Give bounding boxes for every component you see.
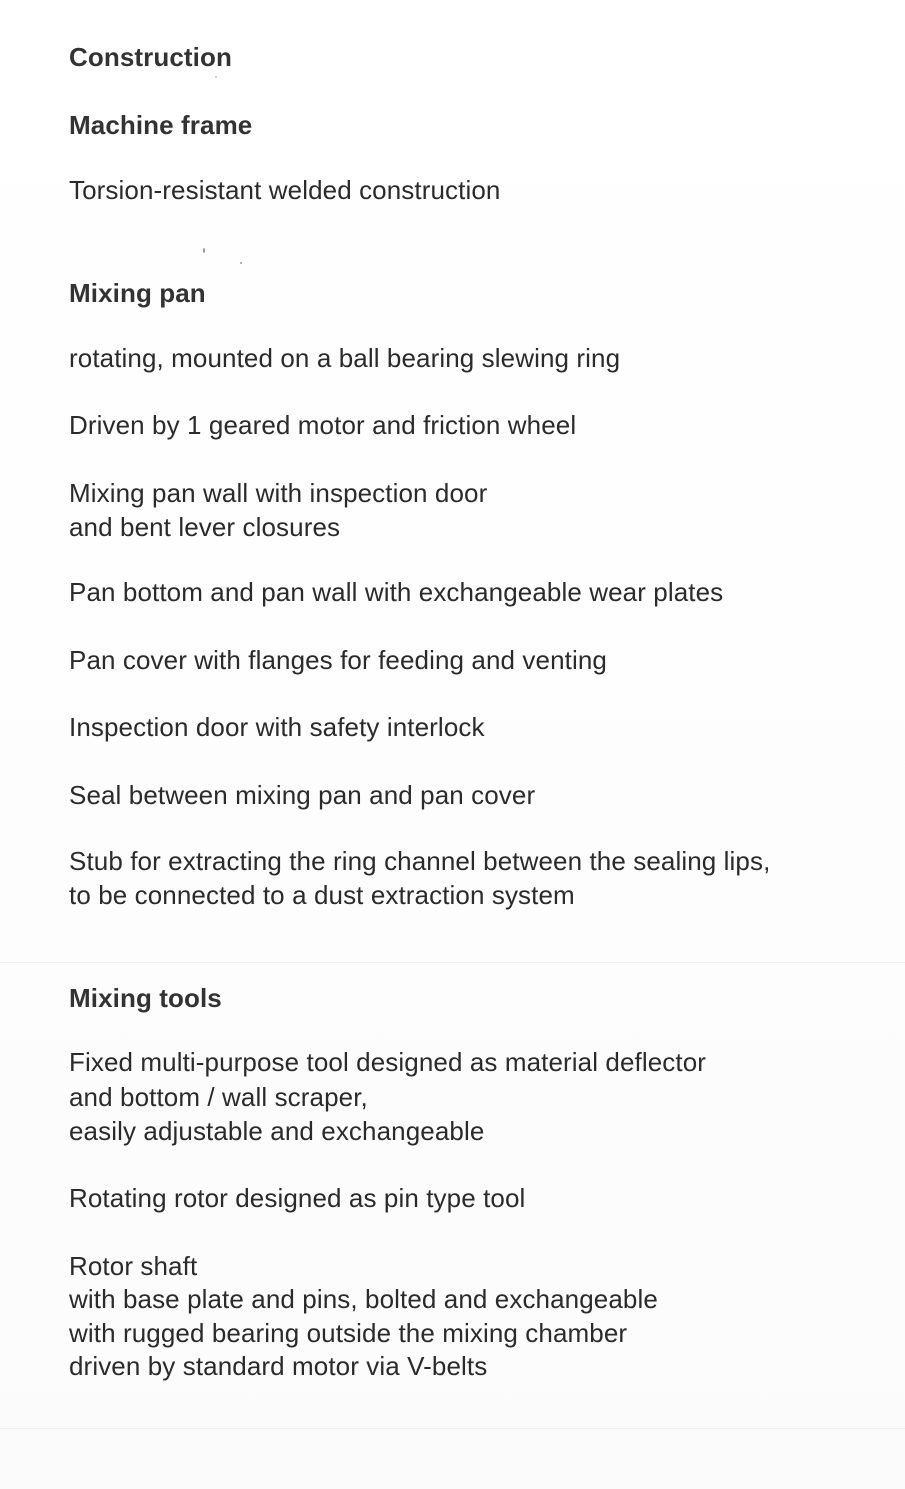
mixing-tools-paragraph: Rotor shaft	[69, 1251, 198, 1281]
mixing-tools-paragraph: and bottom / wall scraper,	[69, 1082, 368, 1112]
mixing-tools-paragraph: easily adjustable and exchangeable	[69, 1116, 485, 1146]
scan-speck	[240, 262, 242, 264]
mixing-tools-paragraph: with base plate and pins, bolted and exchangeable	[69, 1284, 658, 1314]
scan-speck	[203, 248, 205, 253]
mixing-pan-paragraph: Stub for extracting the ring channel between the sealing lips,	[69, 846, 771, 876]
mixing-pan-paragraph: rotating, mounted on a ball bearing slewing ring	[69, 343, 621, 373]
mixing-pan-paragraph: Seal between mixing pan and pan cover	[69, 780, 536, 810]
mixing-pan-paragraph: and bent lever closures	[69, 512, 341, 542]
mixing-tools-paragraph: driven by standard motor via V-belts	[69, 1351, 488, 1381]
section-title-machine-frame: Machine frame	[69, 110, 253, 140]
scan-line	[0, 962, 905, 963]
mixing-tools-paragraph: Rotating rotor designed as pin type tool	[69, 1183, 526, 1213]
scan-line	[0, 1428, 905, 1429]
mixing-pan-paragraph: Inspection door with safety interlock	[69, 712, 485, 742]
mixing-tools-paragraph: Fixed multi-purpose tool designed as material deflector	[69, 1047, 707, 1077]
mixing-tools-paragraph: with rugged bearing outside the mixing chamber	[69, 1318, 628, 1348]
mixing-pan-paragraph: Mixing pan wall with inspection door	[69, 478, 488, 508]
scan-speck	[215, 76, 217, 78]
section-title-mixing-tools: Mixing tools	[69, 983, 222, 1013]
machine-frame-paragraph: Torsion-resistant welded construction	[69, 175, 501, 205]
section-title-mixing-pan: Mixing pan	[69, 278, 206, 308]
mixing-pan-paragraph: Driven by 1 geared motor and friction wheel	[69, 410, 577, 440]
mixing-pan-paragraph: Pan cover with flanges for feeding and venting	[69, 645, 607, 675]
mixing-pan-paragraph: to be connected to a dust extraction system	[69, 880, 575, 910]
document-title: Construction	[69, 42, 232, 72]
mixing-pan-paragraph: Pan bottom and pan wall with exchangeable wear plates	[69, 577, 724, 607]
